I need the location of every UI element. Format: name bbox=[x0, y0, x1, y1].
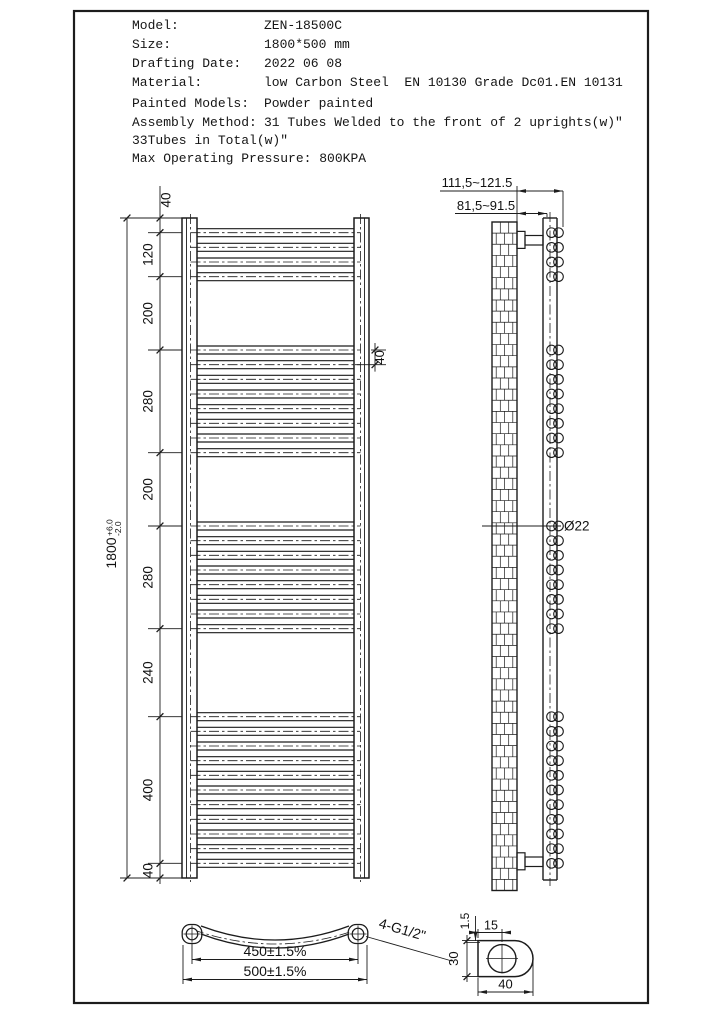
dimension-arrow bbox=[349, 958, 358, 962]
title-row bbox=[132, 19, 342, 33]
tube-diameter-label: Ø22 bbox=[564, 518, 590, 534]
chain-dim-label: 120 bbox=[140, 243, 156, 266]
upright-centers-dim: 450±1.5% bbox=[243, 943, 307, 959]
title-row bbox=[132, 38, 350, 52]
tube-circle bbox=[554, 815, 564, 825]
chain-dim-label: 40 bbox=[140, 863, 156, 879]
wall-bracket-arm bbox=[525, 857, 543, 867]
title-row bbox=[132, 134, 288, 148]
tube-circle bbox=[554, 727, 564, 737]
tube-circle bbox=[554, 375, 564, 385]
dimension-arrow bbox=[524, 990, 533, 994]
tube-circle bbox=[554, 345, 564, 355]
field-value: 800KPA bbox=[319, 151, 367, 166]
dimension-arrow bbox=[478, 990, 487, 994]
tube-circle bbox=[554, 565, 564, 575]
hole-offset-dim: 15 bbox=[484, 918, 498, 933]
wall-thickness-dim: 1.5 bbox=[458, 912, 472, 930]
tube-circle bbox=[554, 609, 564, 619]
tube-circle bbox=[554, 624, 564, 634]
wall-to-upright-dim: 81,5~91.5 bbox=[456, 198, 516, 213]
overall-width-dim: 500±1.5% bbox=[243, 963, 307, 979]
tube-circle bbox=[554, 785, 564, 795]
tube-circle bbox=[554, 756, 564, 766]
field-label: Size: bbox=[132, 37, 172, 52]
leader-line bbox=[366, 937, 452, 962]
chain-dim-label: 40 bbox=[158, 192, 174, 208]
tube-circle bbox=[554, 228, 564, 238]
tube-circle bbox=[554, 741, 564, 751]
tube-circle bbox=[554, 360, 564, 370]
total-height-text: -2.0 bbox=[113, 521, 123, 536]
tube-circle bbox=[554, 257, 564, 267]
field-label: Drafting Date: bbox=[132, 56, 242, 71]
right-upright bbox=[354, 218, 369, 878]
profile-width-dim: 40 bbox=[498, 976, 513, 992]
pitch-dim-label: 40 bbox=[372, 350, 387, 365]
wall-bracket-flange bbox=[517, 231, 525, 248]
tube-circle bbox=[554, 272, 564, 282]
chain-dim-label: 280 bbox=[140, 390, 156, 413]
wall-bracket-arm bbox=[525, 236, 543, 246]
total-height-text: 1800 bbox=[103, 537, 119, 569]
dimension-arrow bbox=[554, 189, 563, 193]
tube-circle bbox=[554, 580, 564, 590]
dimension-arrow bbox=[183, 978, 192, 982]
title-row bbox=[132, 57, 342, 71]
tube-circle bbox=[554, 771, 564, 781]
chain-dim-label: 200 bbox=[140, 302, 156, 325]
tube-circle bbox=[554, 844, 564, 854]
tube-circle bbox=[554, 551, 564, 561]
dimension-arrow bbox=[517, 212, 526, 216]
tube-circle bbox=[554, 800, 564, 810]
field-value: Powder painted bbox=[264, 96, 374, 111]
tube-circle bbox=[554, 243, 564, 253]
tube-circle bbox=[554, 404, 564, 414]
dimension-arrow bbox=[502, 931, 511, 935]
tube-circle bbox=[554, 448, 564, 458]
total-height-text: +6.0 bbox=[104, 519, 115, 536]
tube-circle bbox=[554, 419, 564, 429]
field-label: Assembly Method: bbox=[132, 115, 257, 130]
fitting-note-label: 4-G1/2" bbox=[377, 914, 428, 944]
dimension-arrow bbox=[538, 212, 547, 216]
tube-circle bbox=[554, 829, 564, 839]
field-label: Painted Models: bbox=[132, 96, 250, 111]
field-label: 33Tubes in Total(w)" bbox=[132, 133, 289, 148]
tube-circle bbox=[554, 433, 564, 443]
title-row bbox=[132, 116, 623, 130]
left-upright bbox=[182, 218, 197, 878]
total-dim-label bbox=[103, 519, 123, 569]
field-value: low Carbon Steel EN 10130 Grade Dc01.EN 10131 bbox=[264, 75, 623, 90]
tube-circle bbox=[554, 595, 564, 605]
chain-dim-label: 200 bbox=[140, 478, 156, 501]
wall-to-tube-dim: 111,5~121.5 bbox=[441, 175, 513, 190]
dimension-arrow bbox=[358, 978, 367, 982]
chain-dim-label: 240 bbox=[140, 661, 156, 684]
title-block bbox=[0, 0, 720, 170]
field-label: Material: bbox=[132, 75, 203, 90]
field-label: Max Operating Pressure: bbox=[132, 151, 320, 166]
dimension-arrow bbox=[474, 932, 478, 941]
field-label: Model: bbox=[132, 18, 179, 33]
field-value: 2022 06 08 bbox=[264, 56, 343, 71]
dimension-arrow bbox=[517, 189, 526, 193]
field-value: 31 Tubes Welded to the front of 2 uprights(w)" bbox=[264, 115, 623, 130]
tube-circle bbox=[554, 712, 564, 722]
tube-circle bbox=[554, 859, 564, 869]
dimension-arrow bbox=[192, 958, 201, 962]
tube-circle bbox=[554, 389, 564, 399]
title-row bbox=[132, 76, 623, 90]
chain-dim-label: 280 bbox=[140, 566, 156, 589]
field-value: ZEN-18500C bbox=[264, 18, 343, 33]
title-row bbox=[132, 152, 366, 166]
chain-dim-label: 400 bbox=[140, 778, 156, 802]
wall-bracket-flange bbox=[517, 853, 525, 870]
tube-circle bbox=[554, 536, 564, 546]
title-row bbox=[132, 97, 373, 111]
profile-height-dim: 30 bbox=[446, 951, 461, 966]
field-value: 1800*500 mm bbox=[264, 37, 350, 52]
